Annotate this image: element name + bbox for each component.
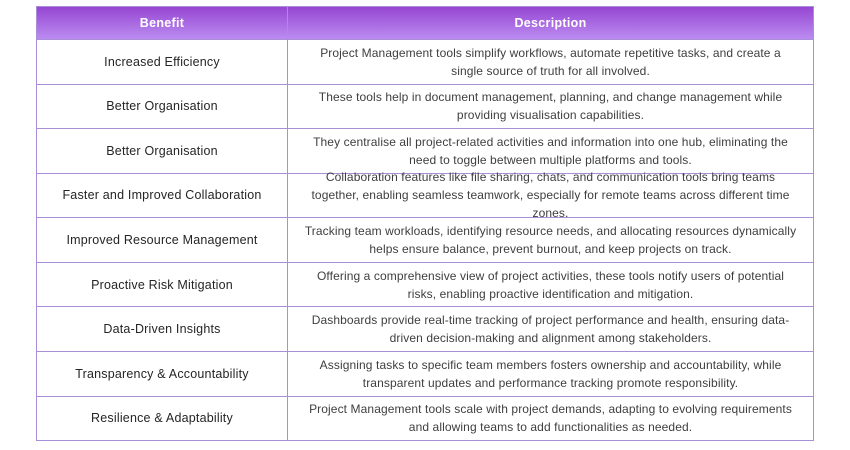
table-row [37,128,813,173]
benefit-cell: Faster and Improved Collaboration [37,174,288,218]
benefit-cell: Resilience & Adaptability [37,397,288,441]
benefits-table [36,6,814,441]
table-row [37,217,813,262]
table-row [37,262,813,307]
benefit-cell: Improved Resource Management [37,218,288,262]
table-row [37,84,813,129]
benefit-cell: Proactive Risk Mitigation [37,263,288,307]
description-cell: Dashboards provide real-time tracking of project performance and health, ensuring data-driven decision-making and alignment among stakeholders. [311,313,790,346]
table-header-row [37,7,813,39]
description-cell: Assigning tasks to specific team members fosters ownership and accountability, while transparent updates and performance tracking promote responsibility. [319,357,782,390]
benefit-cell: Better Organisation [37,85,288,129]
table-row [37,396,813,441]
benefit-cell: Transparency & Accountability [37,352,288,396]
description-cell: Project Management tools simplify workflows, automate repetitive tasks, and create a single source of truth for all involved. [320,45,781,78]
description-cell: These tools help in document management, planning, and change management while providing visualisation capabilities. [318,90,783,123]
benefit-cell: Data-Driven Insights [37,307,288,351]
description-cell: They centralise all project-related activities and information into one hub, eliminating the need to toggle between multiple platforms and tools. [313,134,788,167]
benefit-cell: Increased Efficiency [37,40,288,84]
table-row [37,170,813,221]
description-cell: Project Management tools scale with project demands, adapting to evolving requirements and allowing teams to add functionalities as needed. [309,402,792,435]
benefit-cell: Better Organisation [37,129,288,173]
table-row [37,39,813,84]
table-row [37,351,813,396]
description-cell: Tracking team workloads, identifying resource needs, and allocating resources dynamically helps ensure balance, prevent burnout, and keep projects on track. [304,224,797,257]
column-header-description: Description [514,15,587,30]
column-header-benefit: Benefit [37,7,288,39]
description-cell: Collaboration features like file sharing, chats, and communication tools bring teams together, enabling seamless teamwork, especially for remote teams across different time zones. [311,170,790,221]
description-cell: Offering a comprehensive view of project activities, these tools notify users of potential risks, enabling proactive identification and mitigation. [316,268,784,301]
table-row [37,306,813,351]
